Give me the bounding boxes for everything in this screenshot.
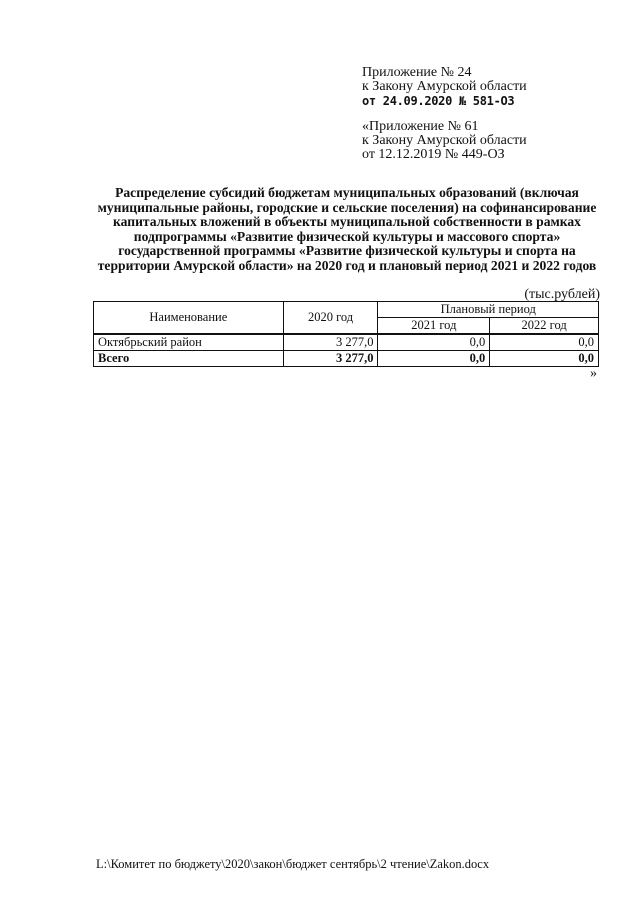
closing-quote-mark: » [590, 366, 597, 381]
total-value-2021: 0,0 [378, 351, 490, 367]
header-name: Наименование [94, 302, 284, 335]
footer-file-path: L:\Комитет по бюджету\2020\закон\бюджет сентябрь\2 чтение\Zakon.docx [96, 857, 490, 871]
table-total-row [94, 351, 599, 367]
quoted-annex-number: «Приложение № 61 [362, 119, 479, 134]
table-header-row [94, 302, 599, 318]
total-value-2020: 3 277,0 [283, 351, 378, 367]
annex-header [362, 66, 602, 108]
row-name: Октябрьский район [94, 334, 284, 351]
header-year-2020: 2020 год [283, 302, 378, 335]
header-year-2021: 2021 год [378, 318, 490, 335]
quoted-annex-law-reference: к Закону Амурской области [362, 133, 527, 148]
header-year-2022: 2022 год [490, 318, 599, 335]
row-value-2022: 0,0 [490, 334, 599, 351]
total-value-2022: 0,0 [490, 351, 599, 367]
header-planned-period: Плановый период [378, 302, 599, 318]
units-label: (тыс.рублей) [524, 287, 600, 302]
annex-quoted [362, 120, 602, 162]
document-title: Распределение субсидий бюджетам муниципальных образований (включая муниципальные районы, городские и сельские поселения) на софинансирование капитальных вложений в объекты муниципальной собственности в рамках подпрограммы «Развитие физической культуры и массового спорта» государственной программы «Развитие физической культуры и спорта на территории Амурской области» на 2020 год и плановый период 2021 и 2022 годов [97, 185, 597, 273]
annex-law-reference: к Закону Амурской области [362, 79, 527, 94]
row-value-2021: 0,0 [378, 334, 490, 351]
annex-number: Приложение № 24 [362, 65, 472, 80]
row-value-2020: 3 277,0 [283, 334, 378, 351]
subsidy-table [93, 301, 599, 367]
total-label: Всего [94, 351, 284, 367]
table-row [94, 334, 599, 351]
quoted-annex-date: от 12.12.2019 № 449-ОЗ [362, 147, 505, 162]
annex-date-handwritten: от 24.09.2020 № 581-ОЗ [362, 94, 515, 108]
